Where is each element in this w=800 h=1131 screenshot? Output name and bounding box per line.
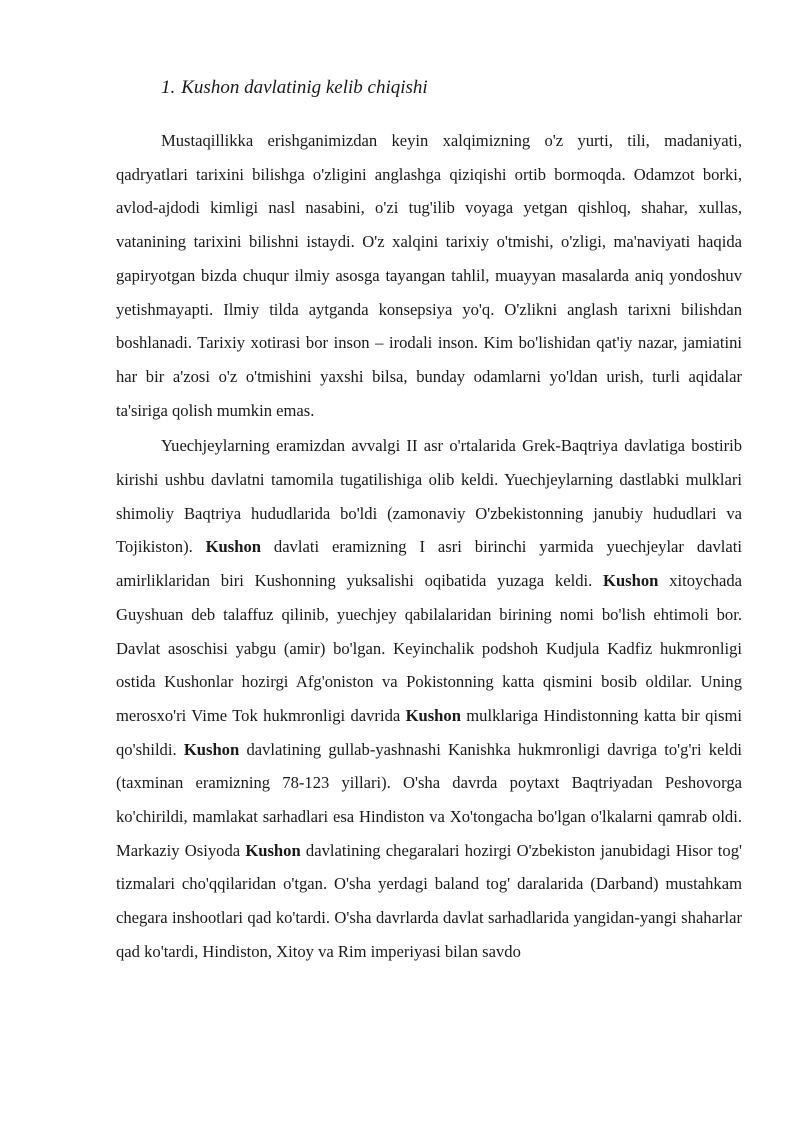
- section-title: Kushon davlatinig kelib chiqishi: [181, 77, 428, 98]
- text-run: davlatining chegaralari hozirgi O'zbekiston janubidagi Hisor tog' tizmalari cho'qqilaridan o'tgan. O'sha yerdagi baland tog' daralarida (Darband) mustahkam chegara inshootlari qad ko'tardi. O'sha davrlarda davlat sarhadlarida yangidan-yangi shaharlar qad ko'tardi, Hindiston, Xitoy va Rim imperiyasi bilan savdo: [116, 840, 742, 961]
- section-number: 1.: [161, 77, 176, 98]
- emphasized-term: Kushon: [245, 840, 301, 860]
- emphasized-term: Kushon: [205, 537, 261, 557]
- section-heading: [161, 76, 428, 100]
- emphasized-term: Kushon: [183, 739, 240, 759]
- text-run: davlati eramizning I asri birinchi yarmida yuechjeylar davlati amirliklaridan biri Kushonning yuksalishi oqibatida yuzaga keldi.: [116, 537, 742, 591]
- text-run: mulklariga Hindistonning katta bir qismi qo'shildi.: [116, 705, 742, 759]
- paragraph-1: [116, 124, 742, 427]
- emphasized-term: Kushon: [603, 571, 659, 591]
- text-run: xitoychada Guyshuan deb talaffuz qilinib, yuechjey qabilalaridan birining nomi bo'lish ehtimoli bor. Davlat asoschisi yabgu (amir) bo'lgan. Keyinchalik podshoh Kudjula Kadfiz hukmronligi ostida Kushonlar hozirgi Afg'oniston va Pokistonning katta qismini bosib oldilar. Uning merosxo'ri Vime Tok hukmronligi davrida: [116, 571, 742, 725]
- body-text: [116, 124, 742, 969]
- text-run: Yuechjeylarning eramizdan avvalgi II asr o'rtalarida Grek-Baqtriya davlatiga bostirib kirishi ushbu davlatni tamomila tugatilishiga olib keldi. Yuechjeylarning dastlabki mulklari shimoliy Baqtriya hududlarida bo'ldi (zamonaviy O'zbekistonning janubiy hududlari va Tojikiston).: [116, 436, 742, 557]
- text-run: davlatining gullab-yashnashi Kanishka hukmronligi davriga to'g'ri keldi (taxminan eramizning 78-123 yillari). O'sha davrda poytaxt Baqtriyadan Peshovorga ko'chirildi, mamlakat sarhadlari esa Hindiston va Xo'tongacha bo'lgan o'lkalarni qamrab oldi. Markaziy Osiyoda: [116, 739, 742, 860]
- emphasized-term: Kushon: [405, 705, 461, 725]
- text-run: Mustaqillikka erishganimizdan keyin xalqimizning o'z yurti, tili, madaniyati, qadryatlari tarixini bilishga o'zligini anglashga qiziqishi ortib bormoqda. Odamzot borki, avlod-ajdodi kimligi nasl nasabini, o'zi tug'ilib voyaga yetgan qishloq, shahar, xullas, vatanining tarixini bilishni istaydi. O'z xalqini tarixiy o'tmishi, o'zligi, ma'naviyati haqida gapiryotgan bizda chuqur ilmiy asosga tayangan tahlil, muayyan masalarda aniq yondoshuv yetishmayapti. Ilmiy tilda aytganda konsepsiya yo'q. O'zlikni anglash tarixni bilishdan boshlanadi. Tarixiy xotirasi bor inson – irodali inson. Kim bo'lishidan qat'iy nazar, jamiatini har bir a'zosi o'z o'tmishini yaxshi bilsa, bunday odamlarni yo'ldan urish, turli aqidalar ta'siriga qolish mumkin emas.: [116, 131, 742, 420]
- paragraph-2: [116, 429, 742, 968]
